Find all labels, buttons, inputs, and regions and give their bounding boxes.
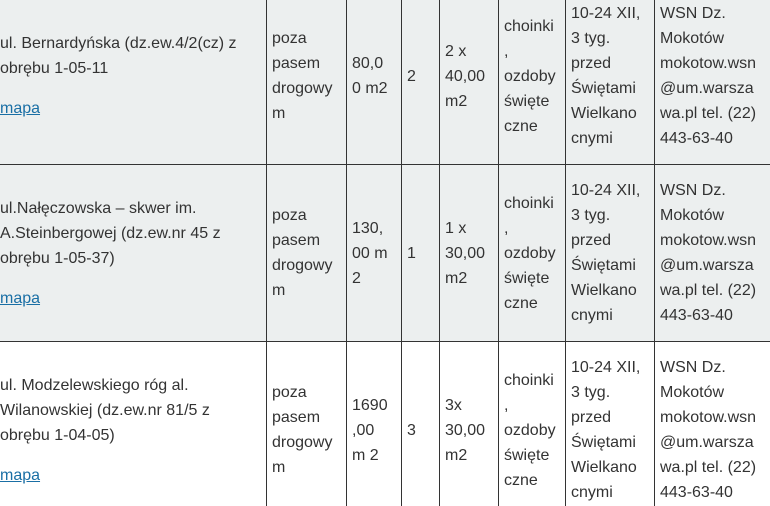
- period-text: Wielkano: [571, 105, 637, 122]
- contact-text: 443-63-40: [660, 307, 733, 324]
- period-text: 10-24 XII,: [571, 182, 641, 199]
- address-text: ul. Modzelewskiego róg al. Wilanowskiej (dz.ew.nr 81/5 z obrębu 1-04-05): [0, 376, 210, 444]
- area-cell: [347, 165, 402, 342]
- stand-count-cell: 1: [402, 165, 440, 342]
- contact-text: mokotow.wsn: [660, 232, 757, 249]
- contact-text: WSN Dz.: [660, 182, 726, 199]
- stand-size-text: m2: [445, 446, 468, 464]
- period-text: Świętami: [571, 257, 636, 274]
- area-text: 130,: [352, 219, 384, 237]
- area-text: 1690: [352, 396, 388, 414]
- location-type-text: m: [272, 282, 286, 299]
- period-text: cnymi: [571, 484, 613, 501]
- location-type-text: pasem: [272, 409, 321, 426]
- goods-text: ozdoby: [504, 244, 556, 262]
- goods-text: czne: [504, 294, 538, 312]
- period-text: Świętami: [571, 434, 636, 451]
- contact-cell: [655, 0, 770, 165]
- map-link[interactable]: mapa: [0, 100, 41, 117]
- area-cell: [347, 0, 402, 165]
- goods-text: święte: [504, 446, 550, 464]
- location-type-text: poza: [272, 384, 307, 401]
- contact-text: WSN Dz.: [660, 5, 726, 22]
- stand-size-text: 40,00: [445, 67, 486, 85]
- period-text: przed: [571, 409, 612, 426]
- stand-size-cell: [440, 165, 499, 342]
- stand-size-text: m2: [445, 92, 468, 110]
- stand-size-text: 3x: [445, 396, 462, 414]
- table-row: [0, 342, 770, 506]
- stand-size-cell: [440, 0, 499, 165]
- contact-text: wa.pl tel. (22): [660, 282, 757, 299]
- location-type-cell: [267, 342, 347, 506]
- stand-size-text: 2 x: [445, 42, 467, 60]
- table-row: [0, 165, 770, 342]
- goods-text: ozdoby: [504, 421, 556, 439]
- period-text: przed: [571, 232, 612, 249]
- location-type-text: poza: [272, 207, 307, 224]
- period-text: 10-24 XII,: [571, 5, 641, 22]
- map-link[interactable]: mapa: [0, 289, 41, 307]
- goods-text: święte: [504, 92, 550, 110]
- location-type-text: pasem: [272, 55, 321, 72]
- contact-text: mokotow.wsn: [660, 409, 757, 426]
- area-text: 2: [352, 269, 361, 287]
- goods-text: ,: [504, 219, 509, 237]
- goods-text: ,: [504, 42, 509, 60]
- area-text: m 2: [352, 446, 379, 464]
- goods-text: święte: [504, 269, 550, 287]
- contact-text: Mokotów: [660, 30, 725, 47]
- area-text: 0 m2: [352, 80, 388, 97]
- contact-text: @um.warsza: [660, 434, 754, 451]
- location-type-text: pasem: [272, 232, 321, 249]
- location-type-text: drogowy: [272, 257, 333, 274]
- stand-size-text: m2: [445, 269, 468, 287]
- goods-cell: [499, 0, 566, 165]
- goods-text: czne: [504, 117, 538, 135]
- contact-cell: [655, 165, 770, 342]
- contact-text: 443-63-40: [660, 484, 733, 501]
- goods-text: czne: [504, 471, 538, 489]
- stand-count-cell: 3: [402, 342, 440, 506]
- location-type-cell: [267, 165, 347, 342]
- goods-text: ozdoby: [504, 67, 556, 85]
- period-text: cnymi: [571, 307, 613, 324]
- stand-size-text: 30,00: [445, 421, 486, 439]
- period-text: 10-24 XII,: [571, 359, 641, 376]
- period-cell: [566, 342, 655, 506]
- contact-text: 443-63-40: [660, 130, 733, 147]
- period-cell: [566, 0, 655, 165]
- period-text: Wielkano: [571, 459, 637, 476]
- location-type-cell: [267, 0, 347, 165]
- contact-text: WSN Dz.: [660, 359, 726, 376]
- address-text: ul. Bernardyńska (dz.ew.4/2(cz) z obrębu 1-05-11: [0, 35, 237, 77]
- contact-cell: [655, 342, 770, 506]
- location-type-text: m: [272, 105, 286, 122]
- goods-text: ,: [504, 396, 509, 414]
- location-type-text: m: [272, 459, 286, 476]
- address-cell: [0, 342, 267, 506]
- location-type-text: drogowy: [272, 80, 333, 97]
- address-text: ul.Nałęczowska – skwer im. A.Steinbergowej (dz.ew.nr 45 z obrębu 1-05-37): [0, 199, 221, 267]
- stand-size-text: 30,00: [445, 244, 486, 262]
- goods-text: choinki: [504, 371, 554, 389]
- location-type-text: drogowy: [272, 434, 333, 451]
- period-text: 3 tyg.: [571, 384, 611, 401]
- location-type-text: poza: [272, 30, 307, 47]
- area-text: 80,0: [352, 55, 384, 72]
- stand-size-text: 1 x: [445, 219, 467, 237]
- goods-text: choinki: [504, 17, 554, 35]
- contact-text: @um.warsza: [660, 80, 754, 97]
- goods-cell: [499, 165, 566, 342]
- contact-text: Mokotów: [660, 207, 725, 224]
- stand-size-cell: [440, 342, 499, 506]
- goods-text: choinki: [504, 194, 554, 212]
- period-cell: [566, 165, 655, 342]
- table-row: [0, 0, 770, 165]
- area-text: 00 m: [352, 244, 388, 262]
- period-text: 3 tyg.: [571, 30, 611, 47]
- area-cell: [347, 342, 402, 506]
- period-text: przed: [571, 55, 612, 72]
- address-cell: [0, 0, 267, 165]
- period-text: cnymi: [571, 130, 613, 147]
- contact-text: Mokotów: [660, 384, 725, 401]
- contact-text: @um.warsza: [660, 257, 754, 274]
- period-text: 3 tyg.: [571, 207, 611, 224]
- goods-cell: [499, 342, 566, 506]
- area-text: ,00: [352, 421, 375, 439]
- address-cell: [0, 165, 267, 342]
- stand-count-cell: 2: [402, 0, 440, 165]
- period-text: Świętami: [571, 80, 636, 97]
- contact-text: wa.pl tel. (22): [660, 105, 757, 122]
- contact-text: wa.pl tel. (22): [660, 459, 757, 476]
- map-link[interactable]: mapa: [0, 466, 41, 484]
- contact-text: mokotow.wsn: [660, 55, 757, 72]
- period-text: Wielkano: [571, 282, 637, 299]
